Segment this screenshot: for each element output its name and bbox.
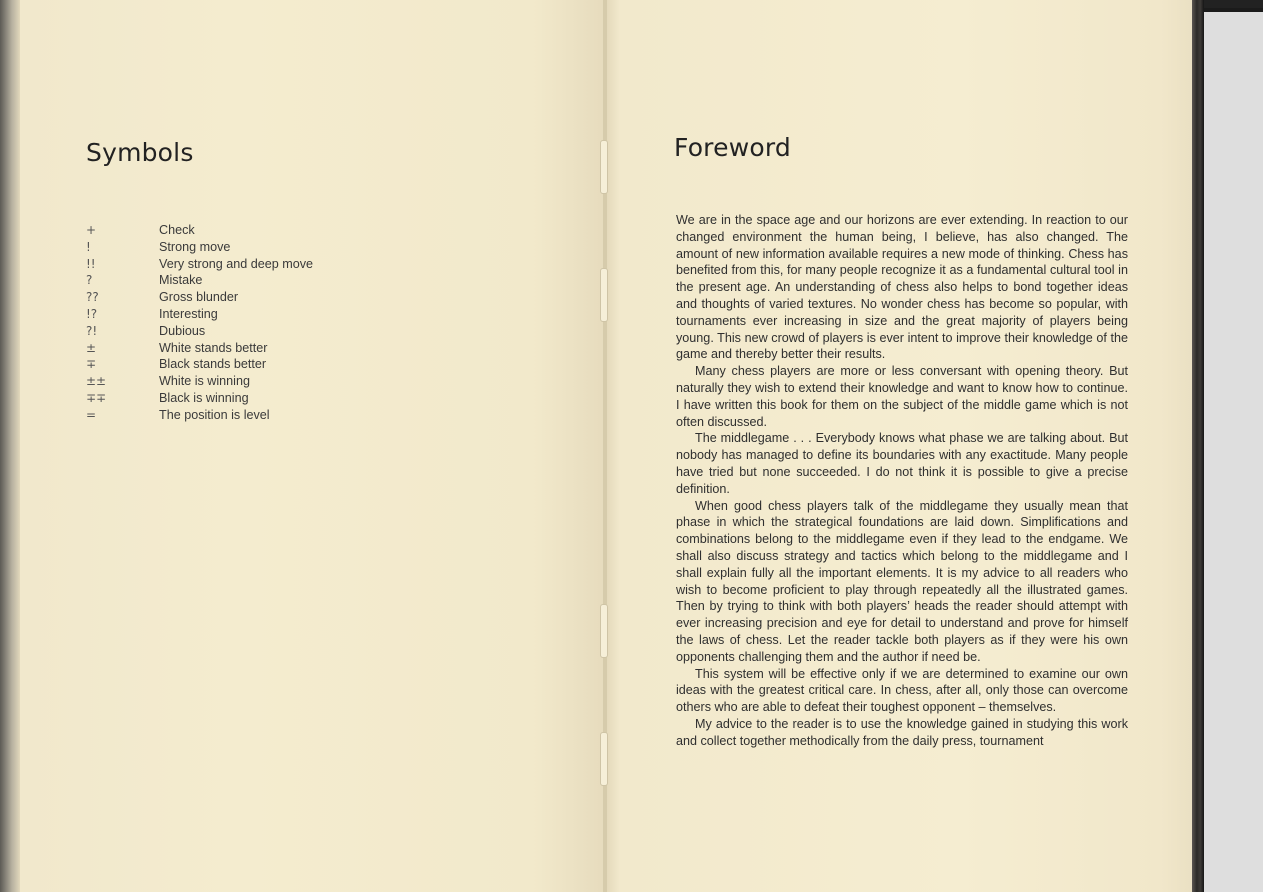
symbol-glyph: ! <box>86 239 91 254</box>
foreword-paragraph: When good chess players talk of the middlegame they usually mean that phase in which the strategical foundations are laid down. Simplifications and combinations belong to the middlegame even if they lead to the endgame. We shall also discuss strategy and tactics which belong to the middlegame and I shall explain fully all the important elements. It is my advice to all readers who wish to become proficient to play through repeatedly all the illustrated games. Then by trying to think with both players’ heads the reader should attempt with ever increasing precision and eye for detail to understand and prove for himself the laws of chess. Let the reader tackle both players as if they were his own opponents challenging them and the author if need be. <box>676 498 1128 664</box>
symbol-meaning: Mistake <box>159 273 203 288</box>
symbol-row <box>86 289 313 306</box>
symbol-meaning: The position is level <box>159 407 270 422</box>
symbol-meaning: White is winning <box>159 374 250 389</box>
symbol-glyph: = <box>86 407 97 422</box>
symbol-meaning: Dubious <box>159 323 206 338</box>
page-stack-edge <box>1192 0 1204 892</box>
symbol-meaning: White stands better <box>159 340 268 355</box>
binding-stitch <box>600 268 608 322</box>
left-binding-shadow <box>0 0 20 892</box>
symbol-meaning: Strong move <box>159 239 231 254</box>
symbol-meaning: Check <box>159 223 195 237</box>
symbol-row <box>86 390 313 407</box>
foreword-paragraph: My advice to the reader is to use the knowledge gained in studying this work and collect together methodically from the daily press, tournament <box>676 716 1128 748</box>
symbol-glyph: ? <box>86 273 93 288</box>
symbol-row <box>86 306 313 323</box>
symbol-glyph: + <box>86 223 97 237</box>
foreword-paragraph: Many chess players are more or less conversant with opening theory. But naturally they wish to extend their knowledge and want to know how to continue. I have written this book for them on the subject of the middle game which is not often discussed. <box>676 364 1128 429</box>
symbol-glyph: ± <box>86 340 97 355</box>
binding-stitch <box>600 604 608 658</box>
symbol-row <box>86 407 313 424</box>
background-surface <box>1204 12 1263 892</box>
symbol-row <box>86 272 313 289</box>
symbol-glyph: !! <box>86 256 96 271</box>
symbol-meaning: Black is winning <box>159 390 249 405</box>
symbol-row <box>86 239 313 256</box>
left-page <box>0 0 606 892</box>
symbol-row <box>86 323 313 340</box>
symbol-glyph: ∓ <box>86 357 97 372</box>
binding-stitch <box>600 140 608 194</box>
symbol-meaning: Gross blunder <box>159 290 239 305</box>
foreword-body <box>676 212 1128 750</box>
symbol-row <box>86 222 313 239</box>
symbol-glyph: ?? <box>86 290 99 305</box>
right-page <box>606 0 1196 892</box>
binding-stitch <box>600 732 608 786</box>
symbol-meaning: Very strong and deep move <box>159 256 314 271</box>
symbol-row <box>86 373 313 390</box>
symbol-meaning: Black stands better <box>159 357 267 372</box>
symbol-row <box>86 256 313 273</box>
foreword-paragraph: We are in the space age and our horizons are ever extending. In reaction to our changed environment the human being, I believe, has also changed. The amount of new information available requires a new mode of thinking. Chess has benefited from this, for many people recognize it as a fundamental cultural tool in the present age. An understanding of chess also helps to bond together ideas and thoughts of varied textures. No wonder chess has become so popular, with tournaments ever increasing in size and the great majority of players being young. This new crowd of players is ever intent to improve their knowledge of the game and thereby better their results. <box>676 213 1128 362</box>
foreword-title: Foreword <box>674 133 791 162</box>
symbol-glyph: !? <box>86 306 98 321</box>
symbol-meaning: Interesting <box>159 306 218 321</box>
symbol-row <box>86 340 313 357</box>
symbol-glyph: ?! <box>86 323 98 338</box>
foreword-paragraph: This system will be effective only if we are determined to examine our own ideas with the greatest critical care. In chess, after all, only those can overcome others who are able to defeat their toughest opponent – themselves. <box>676 666 1128 715</box>
symbol-glyph: ∓∓ <box>86 390 107 405</box>
foreword-paragraph: The middlegame . . . Everybody knows what phase we are talking about. But nobody has managed to define its boundaries with any exactitude. Many people have tried but none succeeded. I do not think it is possible to give a precise definition. <box>676 431 1128 496</box>
symbol-glyph: ±± <box>86 374 107 389</box>
symbol-row <box>86 356 313 373</box>
symbols-list <box>86 222 313 424</box>
symbols-title: Symbols <box>86 138 194 167</box>
